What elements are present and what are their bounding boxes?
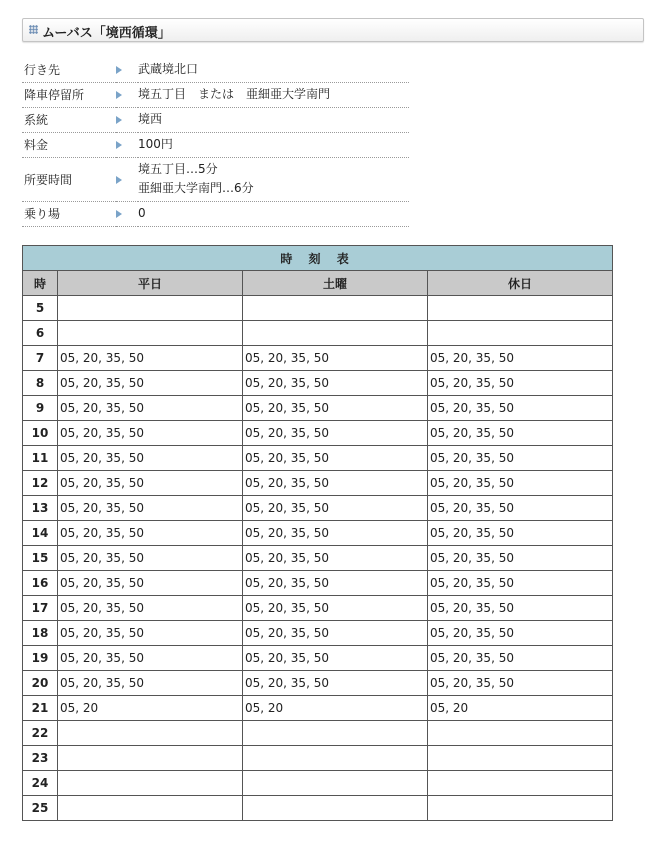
holiday-times	[428, 321, 613, 346]
saturday-times: 05, 20, 35, 50	[243, 571, 428, 596]
saturday-times	[243, 796, 428, 821]
timetable-row	[23, 696, 613, 721]
weekday-times: 05, 20, 35, 50	[58, 346, 243, 371]
info-value: 0	[138, 206, 146, 220]
saturday-times: 05, 20	[243, 696, 428, 721]
saturday-times: 05, 20, 35, 50	[243, 446, 428, 471]
arrow-right-icon	[116, 176, 122, 184]
hour-cell: 21	[23, 696, 58, 721]
saturday-times	[243, 771, 428, 796]
hour-cell: 19	[23, 646, 58, 671]
route-info-table	[22, 57, 409, 227]
weekday-times: 05, 20, 35, 50	[58, 371, 243, 396]
header-hour: 時	[23, 271, 58, 296]
holiday-times	[428, 796, 613, 821]
info-label: 系統	[22, 107, 116, 132]
saturday-times: 05, 20, 35, 50	[243, 646, 428, 671]
holiday-times: 05, 20, 35, 50	[428, 371, 613, 396]
info-row	[22, 201, 409, 226]
timetable	[22, 245, 613, 821]
hour-cell: 14	[23, 521, 58, 546]
arrow-right-icon	[116, 91, 122, 99]
holiday-times	[428, 746, 613, 771]
arrow-right-icon	[116, 116, 122, 124]
hour-cell: 12	[23, 471, 58, 496]
weekday-times: 05, 20, 35, 50	[58, 396, 243, 421]
timetable-caption: 時 刻 表	[23, 246, 613, 271]
info-value: 境五丁目…5分	[138, 162, 218, 176]
header-weekday: 平日	[58, 271, 243, 296]
weekday-times: 05, 20, 35, 50	[58, 571, 243, 596]
timetable-row	[23, 296, 613, 321]
saturday-times	[243, 321, 428, 346]
hour-cell: 25	[23, 796, 58, 821]
info-arrow-cell	[116, 157, 138, 201]
holiday-times: 05, 20	[428, 696, 613, 721]
weekday-times: 05, 20, 35, 50	[58, 646, 243, 671]
timetable-row	[23, 546, 613, 571]
hour-cell: 20	[23, 671, 58, 696]
info-value: 武蔵境北口	[138, 61, 199, 76]
hour-cell: 23	[23, 746, 58, 771]
holiday-times: 05, 20, 35, 50	[428, 446, 613, 471]
timetable-row	[23, 521, 613, 546]
info-arrow-cell	[116, 57, 138, 82]
info-arrow-cell	[116, 82, 138, 107]
timetable-row	[23, 646, 613, 671]
saturday-times: 05, 20, 35, 50	[243, 596, 428, 621]
holiday-times: 05, 20, 35, 50	[428, 421, 613, 446]
grid-dots-icon	[29, 25, 38, 34]
saturday-times	[243, 721, 428, 746]
info-arrow-cell	[116, 132, 138, 157]
holiday-times	[428, 721, 613, 746]
saturday-times: 05, 20, 35, 50	[243, 621, 428, 646]
route-title-bar	[22, 18, 644, 42]
hour-cell: 17	[23, 596, 58, 621]
timetable-row	[23, 396, 613, 421]
route-title: ムーバス「境西循環」	[42, 26, 171, 41]
holiday-times: 05, 20, 35, 50	[428, 496, 613, 521]
timetable-row	[23, 421, 613, 446]
timetable-row	[23, 571, 613, 596]
weekday-times: 05, 20, 35, 50	[58, 471, 243, 496]
saturday-times	[243, 746, 428, 771]
hour-cell: 16	[23, 571, 58, 596]
hour-cell: 6	[23, 321, 58, 346]
hour-cell: 24	[23, 771, 58, 796]
weekday-times	[58, 746, 243, 771]
weekday-times: 05, 20	[58, 696, 243, 721]
hour-cell: 9	[23, 396, 58, 421]
timetable-row	[23, 746, 613, 771]
saturday-times: 05, 20, 35, 50	[243, 421, 428, 446]
holiday-times: 05, 20, 35, 50	[428, 471, 613, 496]
hour-cell: 5	[23, 296, 58, 321]
info-value-cell	[138, 201, 409, 226]
hour-cell: 11	[23, 446, 58, 471]
holiday-times	[428, 296, 613, 321]
holiday-times: 05, 20, 35, 50	[428, 596, 613, 621]
timetable-row	[23, 771, 613, 796]
holiday-times: 05, 20, 35, 50	[428, 671, 613, 696]
info-label: 所要時間	[22, 157, 116, 201]
info-label: 乗り場	[22, 201, 116, 226]
weekday-times: 05, 20, 35, 50	[58, 596, 243, 621]
timetable-row	[23, 371, 613, 396]
info-value-cell	[138, 57, 409, 82]
info-value: 境西	[138, 112, 163, 126]
weekday-times	[58, 296, 243, 321]
weekday-times: 05, 20, 35, 50	[58, 521, 243, 546]
hour-cell: 7	[23, 346, 58, 371]
arrow-right-icon	[116, 66, 122, 74]
holiday-times	[428, 771, 613, 796]
hour-cell: 18	[23, 621, 58, 646]
info-arrow-cell	[116, 107, 138, 132]
holiday-times: 05, 20, 35, 50	[428, 346, 613, 371]
weekday-times	[58, 321, 243, 346]
info-label: 料金	[22, 132, 116, 157]
info-label: 行き先	[22, 57, 116, 82]
saturday-times: 05, 20, 35, 50	[243, 546, 428, 571]
saturday-times: 05, 20, 35, 50	[243, 671, 428, 696]
timetable-row	[23, 596, 613, 621]
arrow-right-icon	[116, 210, 122, 218]
timetable-row	[23, 721, 613, 746]
holiday-times: 05, 20, 35, 50	[428, 546, 613, 571]
info-row	[22, 132, 409, 157]
saturday-times: 05, 20, 35, 50	[243, 521, 428, 546]
timetable-row	[23, 796, 613, 821]
weekday-times	[58, 721, 243, 746]
timetable-row	[23, 471, 613, 496]
saturday-times: 05, 20, 35, 50	[243, 346, 428, 371]
timetable-row	[23, 346, 613, 371]
weekday-times: 05, 20, 35, 50	[58, 546, 243, 571]
holiday-times: 05, 20, 35, 50	[428, 571, 613, 596]
weekday-times	[58, 796, 243, 821]
info-arrow-cell	[116, 201, 138, 226]
info-value-cell	[138, 132, 409, 157]
saturday-times: 05, 20, 35, 50	[243, 471, 428, 496]
info-value-secondary: 亜細亜大学南門…6分	[138, 181, 254, 195]
header-saturday: 土曜	[243, 271, 428, 296]
info-value-cell	[138, 157, 409, 201]
hour-cell: 13	[23, 496, 58, 521]
timetable-row	[23, 321, 613, 346]
timetable-row	[23, 671, 613, 696]
timetable-row	[23, 621, 613, 646]
hour-cell: 10	[23, 421, 58, 446]
holiday-times: 05, 20, 35, 50	[428, 646, 613, 671]
info-row	[22, 82, 409, 107]
holiday-times: 05, 20, 35, 50	[428, 521, 613, 546]
info-value: 100円	[138, 137, 173, 151]
hour-cell: 15	[23, 546, 58, 571]
weekday-times: 05, 20, 35, 50	[58, 671, 243, 696]
info-value-cell	[138, 82, 409, 107]
header-holiday: 休日	[428, 271, 613, 296]
hour-cell: 22	[23, 721, 58, 746]
info-row	[22, 157, 409, 201]
arrow-right-icon	[116, 141, 122, 149]
hour-cell: 8	[23, 371, 58, 396]
weekday-times: 05, 20, 35, 50	[58, 421, 243, 446]
saturday-times: 05, 20, 35, 50	[243, 496, 428, 521]
info-row	[22, 57, 409, 82]
saturday-times: 05, 20, 35, 50	[243, 396, 428, 421]
weekday-times: 05, 20, 35, 50	[58, 621, 243, 646]
timetable-row	[23, 496, 613, 521]
info-label: 降車停留所	[22, 82, 116, 107]
weekday-times: 05, 20, 35, 50	[58, 496, 243, 521]
holiday-times: 05, 20, 35, 50	[428, 396, 613, 421]
weekday-times	[58, 771, 243, 796]
saturday-times: 05, 20, 35, 50	[243, 371, 428, 396]
timetable-row	[23, 446, 613, 471]
saturday-times	[243, 296, 428, 321]
info-row	[22, 107, 409, 132]
info-value: 境五丁目 または 亜細亜大学南門	[138, 87, 331, 101]
weekday-times: 05, 20, 35, 50	[58, 446, 243, 471]
info-value-cell	[138, 107, 409, 132]
holiday-times: 05, 20, 35, 50	[428, 621, 613, 646]
